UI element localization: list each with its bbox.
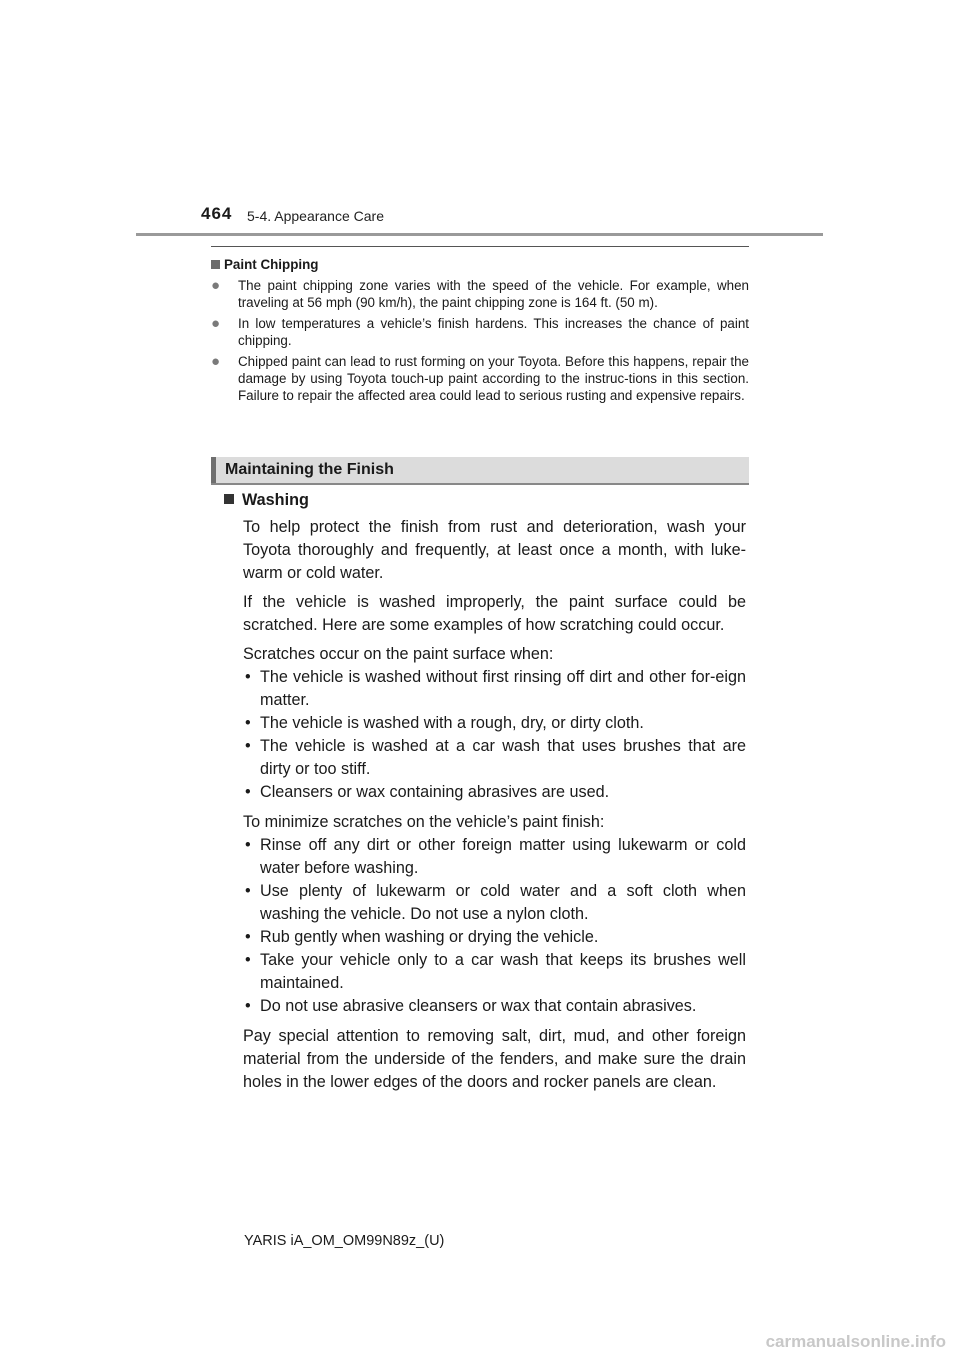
header-divider (136, 233, 823, 236)
list-item-text: Cleansers or wax containing abrasives are used. (260, 783, 610, 801)
washing-section (224, 489, 746, 1100)
footer-document-code: YARIS iA_OM_OM99N89z_(U) (244, 1233, 445, 1249)
page-number: 464 (201, 204, 233, 223)
watermark: carmanualsonline.info (765, 1332, 946, 1351)
heading-accent (211, 457, 216, 483)
bullet-icon: • (245, 783, 251, 801)
list-item-text: Rub gently when washing or drying the vehicle. (260, 928, 599, 946)
closing-paragraph: Pay special attention to removing salt, dirt, mud, and other foreign material from the underside of the fenders, and make sure the drain holes in the lower edges of the doors and rocker panels are clean. (243, 1027, 746, 1091)
minimize-tips-list (243, 834, 746, 1018)
bullet-icon: • (245, 836, 251, 854)
list-item (243, 712, 746, 735)
bullet-icon: • (245, 997, 251, 1015)
list-item (243, 834, 746, 880)
section-heading-bar (211, 457, 749, 485)
scratch-intro: Scratches occur on the paint surface when: (243, 645, 554, 663)
bullet-icon: • (245, 882, 251, 900)
circle-bullet-icon: ● (211, 353, 221, 370)
list-item-text: The vehicle is washed at a car wash that uses brushes that are dirty or too stiff. (260, 737, 746, 778)
list-item (243, 995, 746, 1018)
note-item-text: Chipped paint can lead to rust forming on your Toyota. Before this happens, repair the damage by using Toyota touch-up paint according to the instruc-tions in this section. Failure to repair the affected area could lead to serious rusting and expensive repairs. (238, 354, 749, 403)
list-item (243, 781, 746, 804)
list-item-text: Take your vehicle only to a car wash that keeps its brushes well maintained. (260, 951, 746, 992)
paragraph: To help protect the finish from rust and deterioration, wash your Toyota thoroughly and frequently, at least once a month, with luke-warm or cold water. (243, 518, 746, 582)
note-title (211, 256, 749, 273)
note-item (211, 277, 749, 311)
list-item (243, 735, 746, 781)
bullet-icon: • (245, 951, 251, 969)
note-divider (211, 246, 749, 247)
bullet-icon: • (245, 714, 251, 732)
bullet-icon: • (245, 737, 251, 755)
list-item (243, 666, 746, 712)
note-item-text: In low temperatures a vehicle’s finish hardens. This increases the chance of paint chipping. (238, 316, 749, 348)
paint-chipping-note (211, 256, 749, 408)
note-item (211, 315, 749, 349)
circle-bullet-icon: ● (211, 315, 221, 332)
circle-bullet-icon: ● (211, 277, 221, 294)
note-title-text: Paint Chipping (224, 257, 319, 272)
square-bullet-icon (211, 260, 220, 269)
section-title: 5-4. Appearance Care (247, 208, 384, 224)
washing-title (224, 489, 746, 512)
list-item-text: The vehicle is washed without first rinsing off dirt and other for-eign matter. (260, 668, 746, 709)
list-item (243, 949, 746, 995)
scratch-causes-list (243, 666, 746, 804)
paragraph: If the vehicle is washed improperly, the paint surface could be scratched. Here are some examples of how scratching could occur. (243, 593, 746, 634)
section-heading: Maintaining the Finish (225, 461, 394, 478)
list-item (243, 926, 746, 949)
list-item-text: Do not use abrasive cleansers or wax that contain abrasives. (260, 997, 697, 1015)
washing-title-text: Washing (242, 491, 309, 509)
list-item-text: Use plenty of lukewarm or cold water and a soft cloth when washing the vehicle. Do not use a nylon cloth. (260, 882, 746, 923)
note-item (211, 353, 749, 404)
bullet-icon: • (245, 928, 251, 946)
list-item-text: The vehicle is washed with a rough, dry, or dirty cloth. (260, 714, 644, 732)
minimize-intro: To minimize scratches on the vehicle’s paint finish: (243, 813, 605, 831)
bullet-icon: • (245, 668, 251, 686)
square-bullet-icon (224, 494, 234, 504)
list-item (243, 880, 746, 926)
note-item-text: The paint chipping zone varies with the speed of the vehicle. For example, when traveling at 56 mph (90 km/h), the paint chipping zone is 164 ft. (50 m). (238, 278, 749, 310)
list-item-text: Rinse off any dirt or other foreign matter using lukewarm or cold water before washing. (260, 836, 746, 877)
